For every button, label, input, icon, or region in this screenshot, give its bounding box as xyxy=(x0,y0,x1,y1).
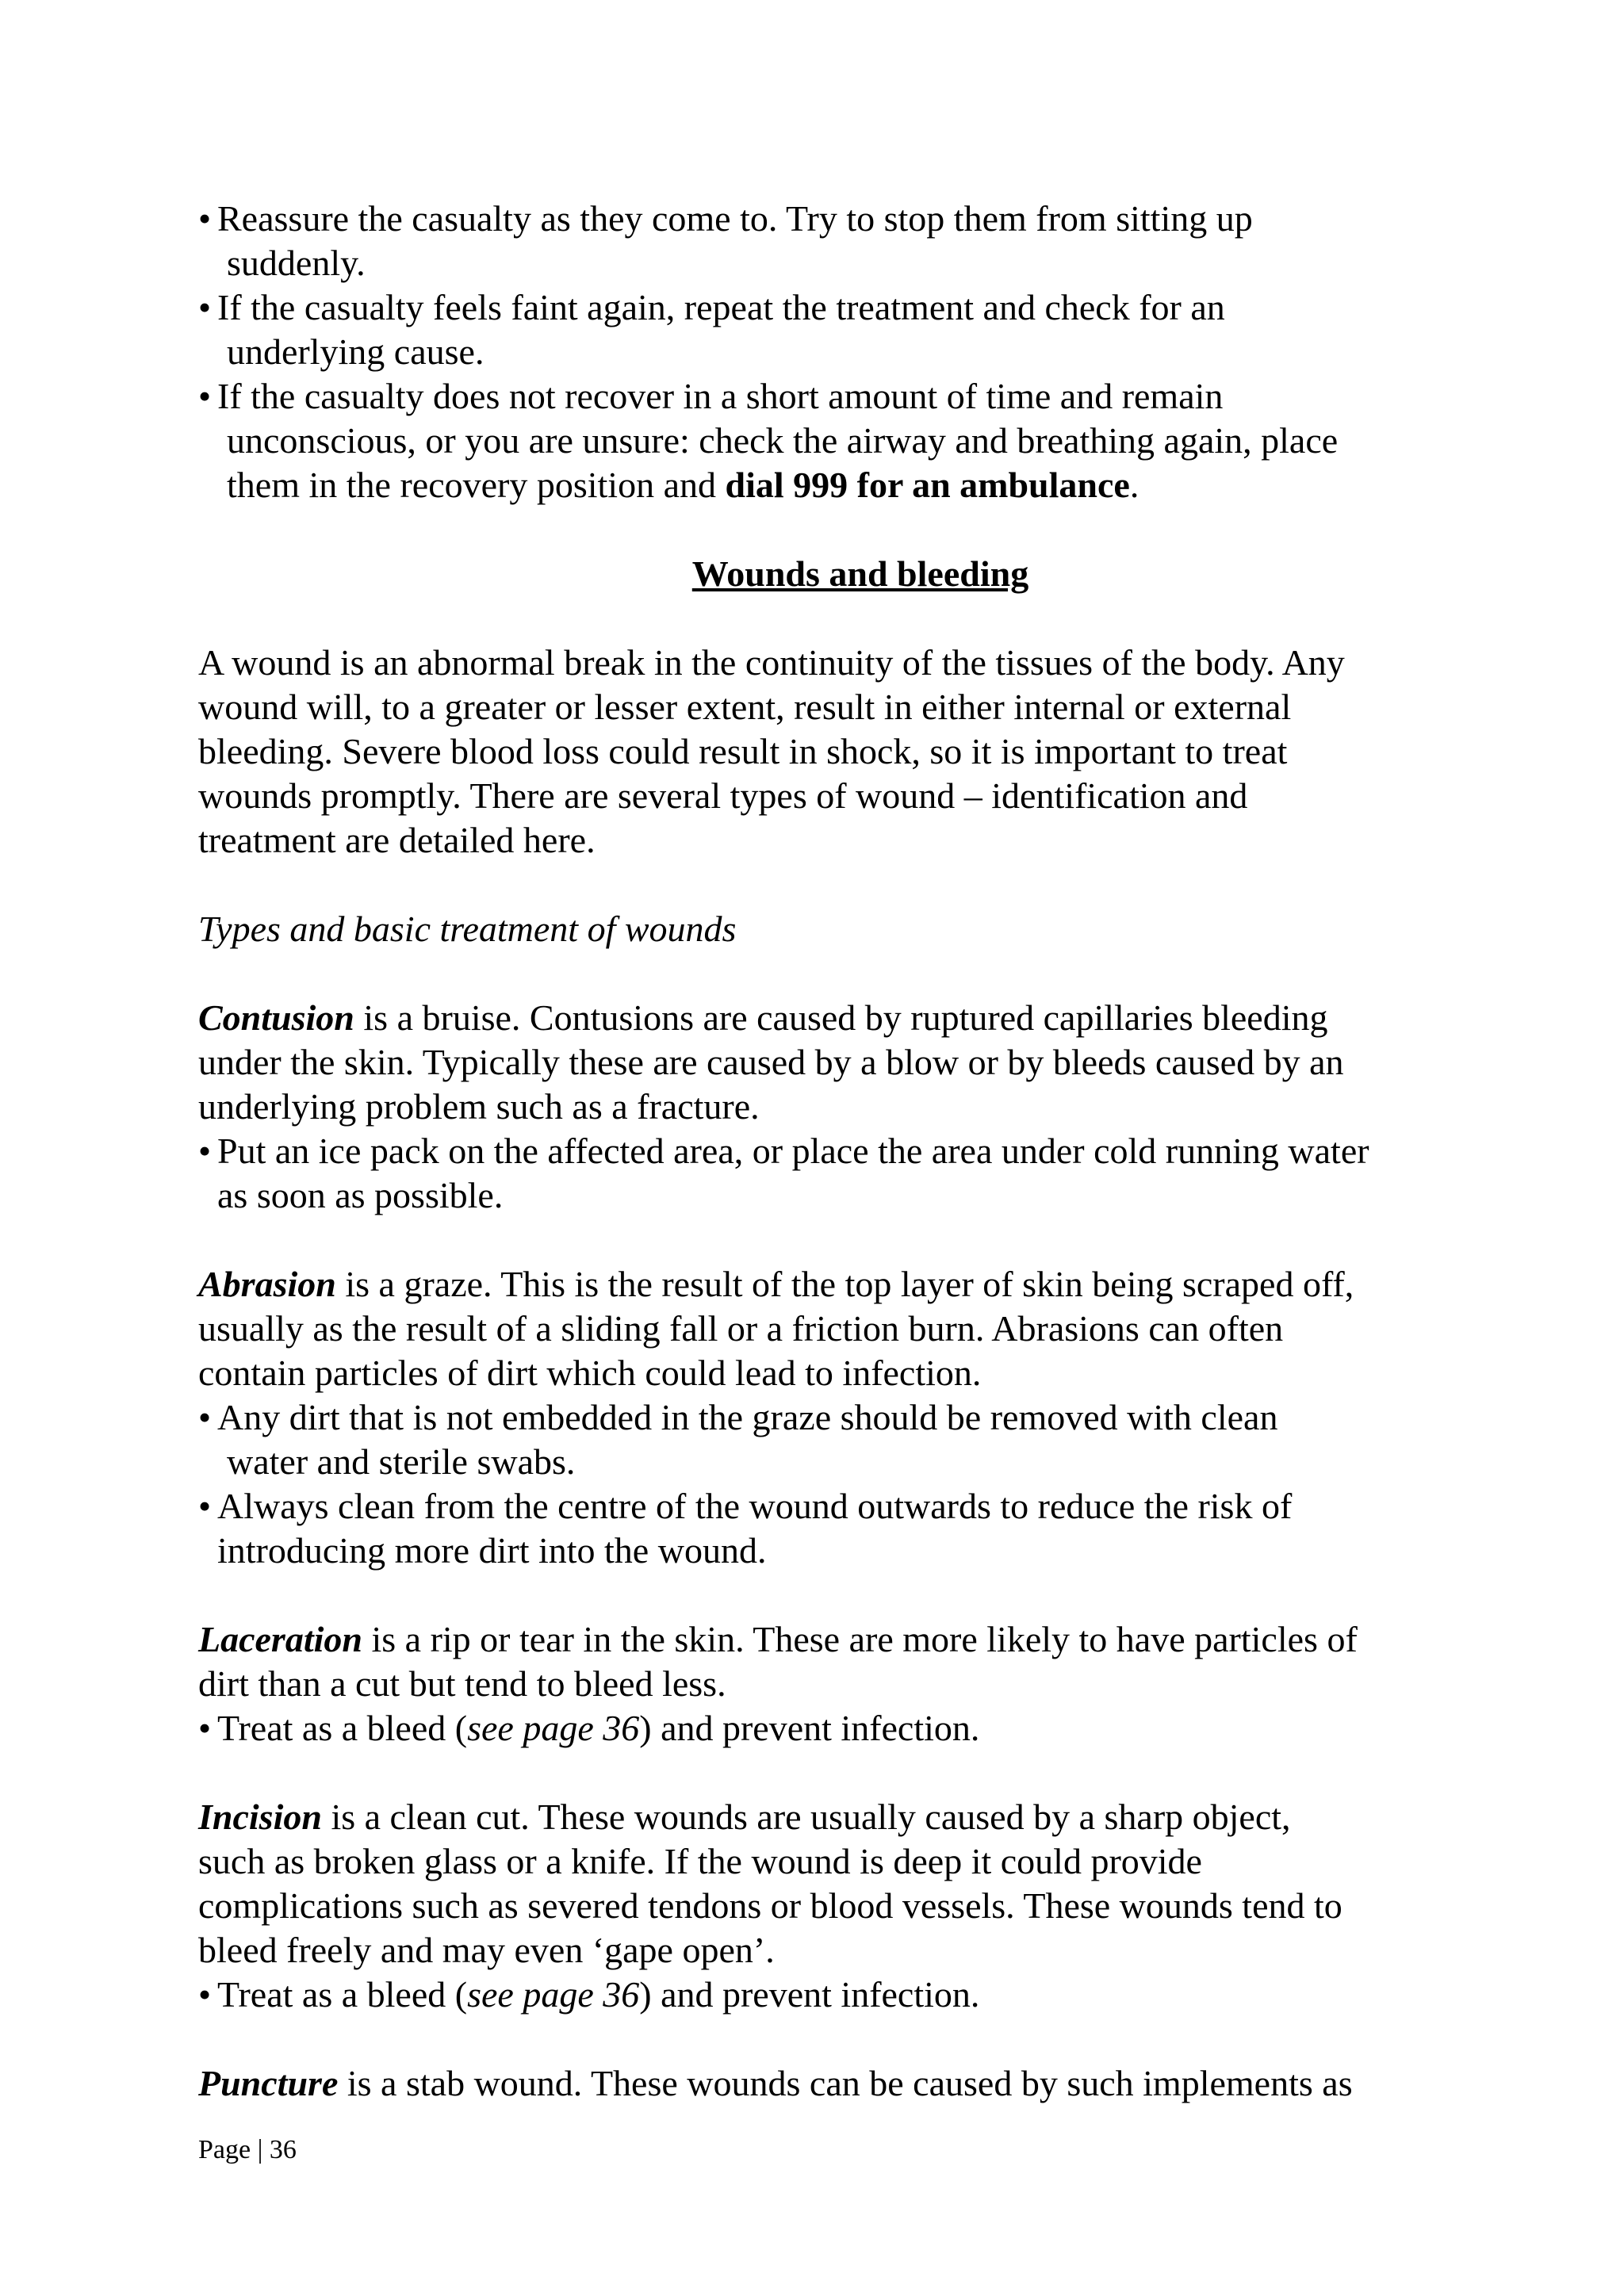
text-line: them in the recovery position and dial 999 for an ambulance. xyxy=(227,465,1139,505)
text-line: If the casualty does not recover in a short amount of time and remain xyxy=(217,376,1224,416)
puncture-block xyxy=(198,2061,1451,2106)
text-line: complications such as severed tendons or blood vessels. These wounds tend to xyxy=(198,1885,1342,1926)
text-line: bleed freely and may even ‘gape open’. xyxy=(198,1930,775,1970)
text-line: Always clean from the centre of the wound outwards to reduce the risk of xyxy=(217,1486,1293,1526)
list-item xyxy=(198,197,1451,285)
text-line: If the casualty feels faint again, repeat the treatment and check for an xyxy=(217,287,1225,327)
text-line: A wound is an abnormal break in the continuity of the tissues of the body. Any xyxy=(198,642,1345,683)
bullet-glyph: • xyxy=(198,376,212,416)
term-incision: Incision xyxy=(198,1797,322,1837)
text-line: as soon as possible. xyxy=(217,1175,504,1215)
section-heading-wrap xyxy=(270,552,1451,596)
text-line: Treat as a bleed (see page 36) and prevent infection. xyxy=(217,1708,980,1748)
term-laceration: Laceration xyxy=(198,1619,362,1659)
list-item xyxy=(198,374,1451,507)
list-item xyxy=(198,1484,1451,1573)
abrasion-block xyxy=(198,1262,1451,1573)
text-line: Any dirt that is not embedded in the graze should be removed with clean xyxy=(217,1397,1278,1437)
page-number: Page | 36 xyxy=(198,2135,297,2164)
list-item xyxy=(198,1973,1451,2017)
text-line: water and sterile swabs. xyxy=(227,1441,576,1482)
intro-paragraph xyxy=(198,641,1451,863)
bullet-glyph: • xyxy=(198,1397,212,1437)
text-line: treatment are detailed here. xyxy=(198,820,596,860)
text-line: underlying cause. xyxy=(227,331,485,372)
text-line: underlying problem such as a fracture. xyxy=(198,1086,760,1127)
text-line: introducing more dirt into the wound. xyxy=(217,1530,767,1571)
term-puncture: Puncture xyxy=(198,2063,339,2103)
bullet-glyph: • xyxy=(198,198,212,239)
term-abrasion: Abrasion xyxy=(198,1264,336,1304)
section-heading: Wounds and bleeding xyxy=(691,553,1029,594)
bullet-glyph: • xyxy=(198,287,212,327)
text-line: wounds promptly. There are several types of wound – identification and xyxy=(198,775,1248,816)
list-item xyxy=(198,285,1451,374)
text-line: bleeding. Severe blood loss could result in shock, so it is important to treat xyxy=(198,731,1288,771)
incision-block xyxy=(198,1795,1451,2017)
text-line: Abrasion is a graze. This is the result of the top layer of skin being scraped off, xyxy=(198,1264,1354,1304)
page-reference: see page 36 xyxy=(467,1974,640,2015)
text-line: unconscious, or you are unsure: check the airway and breathing again, place xyxy=(227,420,1339,461)
emphasis-text: dial 999 for an ambulance xyxy=(725,465,1130,505)
text-line: contain particles of dirt which could lead to infection. xyxy=(198,1353,982,1393)
list-item xyxy=(198,1395,1451,1484)
text-line: Put an ice pack on the affected area, or place the area under cold running water xyxy=(217,1131,1369,1171)
text-line: suddenly. xyxy=(227,243,366,283)
bullet-glyph: • xyxy=(198,1131,212,1171)
text-line: under the skin. Typically these are caused by a blow or by bleeds caused by an xyxy=(198,1042,1344,1082)
text-line: Contusion is a bruise. Contusions are caused by ruptured capillaries bleeding xyxy=(198,997,1328,1038)
text-line: dirt than a cut but tend to bleed less. xyxy=(198,1663,726,1704)
text-line: Treat as a bleed (see page 36) and prevent infection. xyxy=(217,1974,980,2015)
bullet-glyph: • xyxy=(198,1974,212,2015)
list-item xyxy=(198,1706,1451,1751)
text-line: Laceration is a rip or tear in the skin. These are more likely to have particles of xyxy=(198,1619,1358,1659)
text-line: usually as the result of a sliding fall or a friction burn. Abrasions can often xyxy=(198,1308,1284,1349)
subheading: Types and basic treatment of wounds xyxy=(198,909,737,949)
list-item xyxy=(198,1129,1451,1218)
text-line: Puncture is a stab wound. These wounds can be caused by such implements as xyxy=(198,2063,1353,2103)
term-contusion: Contusion xyxy=(198,997,354,1038)
text-line: wound will, to a greater or lesser extent, result in either internal or external xyxy=(198,687,1292,727)
page-reference: see page 36 xyxy=(467,1708,640,1748)
bullet-glyph: • xyxy=(198,1708,212,1748)
text-line: Reassure the casualty as they come to. Try to stop them from sitting up xyxy=(217,198,1253,239)
contusion-block xyxy=(198,996,1451,1218)
bullet-glyph: • xyxy=(198,1486,212,1526)
text-line: Incision is a clean cut. These wounds are usually caused by a sharp object, xyxy=(198,1797,1291,1837)
laceration-block xyxy=(198,1617,1451,1751)
page-content xyxy=(198,197,1451,2106)
text-line: such as broken glass or a knife. If the wound is deep it could provide xyxy=(198,1841,1202,1881)
